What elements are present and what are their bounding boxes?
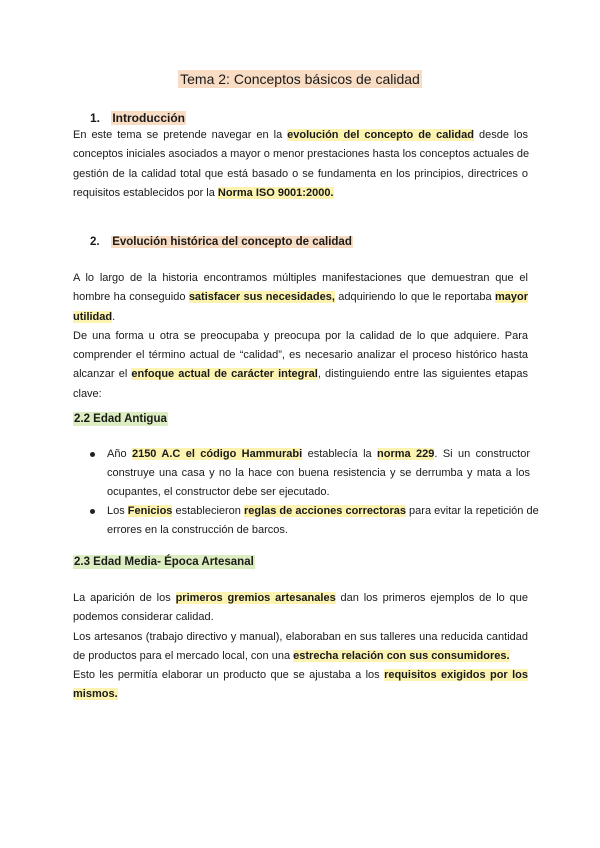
section-heading-intro: 1. Introducción — [90, 111, 186, 125]
text-line: conceptos iniciales asociados a mayor o menor prestaciones hasta los conceptos actuales de — [73, 148, 530, 161]
text-line: gestión de la calidad total que está basado o se fundamenta en los principios, directrices o — [73, 167, 528, 180]
list-item: Los Fenicios establecieron reglas de acciones correctoras para evitar la repetición de errores en la construcción de barcos. — [90, 502, 530, 540]
section-heading-evolution: 2. Evolución histórica del concepto de calidad — [90, 236, 352, 248]
text-line: clave: — [73, 387, 102, 400]
medieval-paragraph — [73, 589, 528, 705]
evolution-paragraph — [73, 269, 528, 404]
page-title: Tema 2: Conceptos básicos de calidad — [180, 71, 420, 87]
text-line: comprender el término actual de “calidad”, es necesario analizar el proceso histórico hasta — [73, 349, 528, 362]
text-line: utilidad. — [73, 310, 116, 323]
text-line: A lo largo de la historia encontramos múltiples manifestaciones que demuestran que el — [73, 272, 528, 284]
text-line: La aparición de los primeros gremios artesanales dan los primeros ejemplos de lo que — [73, 592, 528, 604]
text-line: Esto les permitía elaborar un producto que se ajustaba a los requisitos exigidos por los — [73, 669, 528, 682]
text-line: de productos para el mercado local, con una estrecha relación con sus consumidores. — [73, 649, 510, 662]
text-line: alcanzar el enfoque actual de carácter integral, distinguiendo entre las siguientes etapas — [73, 368, 529, 381]
text-line: mismos. — [73, 688, 118, 701]
intro-paragraph — [73, 126, 528, 203]
text-line: podemos considerar calidad. — [73, 611, 214, 624]
text-line: requisitos establecidos por la Norma ISO 9001:2000. — [73, 186, 334, 199]
text-line: hombre ha conseguido satisfacer sus necesidades, adquiriendo lo que le reportaba mayor — [73, 291, 529, 304]
text-line: Los artesanos (trabajo directivo y manual), elaboraban en sus talleres una reducida cantidad — [73, 630, 528, 643]
subsection-heading-ancient: 2.2 Edad Antigua — [74, 413, 167, 425]
text-line: De una forma u otra se preocupaba y preocupa por la calidad de lo que adquiere. Para — [73, 329, 528, 342]
text-line: En este tema se pretende navegar en la evolución del concepto de calidad desde los — [73, 129, 528, 141]
list-item: Año 2150 A.C el código Hammurabi establecía la norma 229. Si un constructor construye una casa y no la hace con buena resistencia y se derrumba y mata a los ocupantes, el constructor debe ser ejecutado. — [90, 445, 530, 502]
subsection-heading-medieval: 2.3 Edad Media- Época Artesanal — [74, 556, 254, 568]
ancient-bullet-list — [90, 445, 539, 540]
